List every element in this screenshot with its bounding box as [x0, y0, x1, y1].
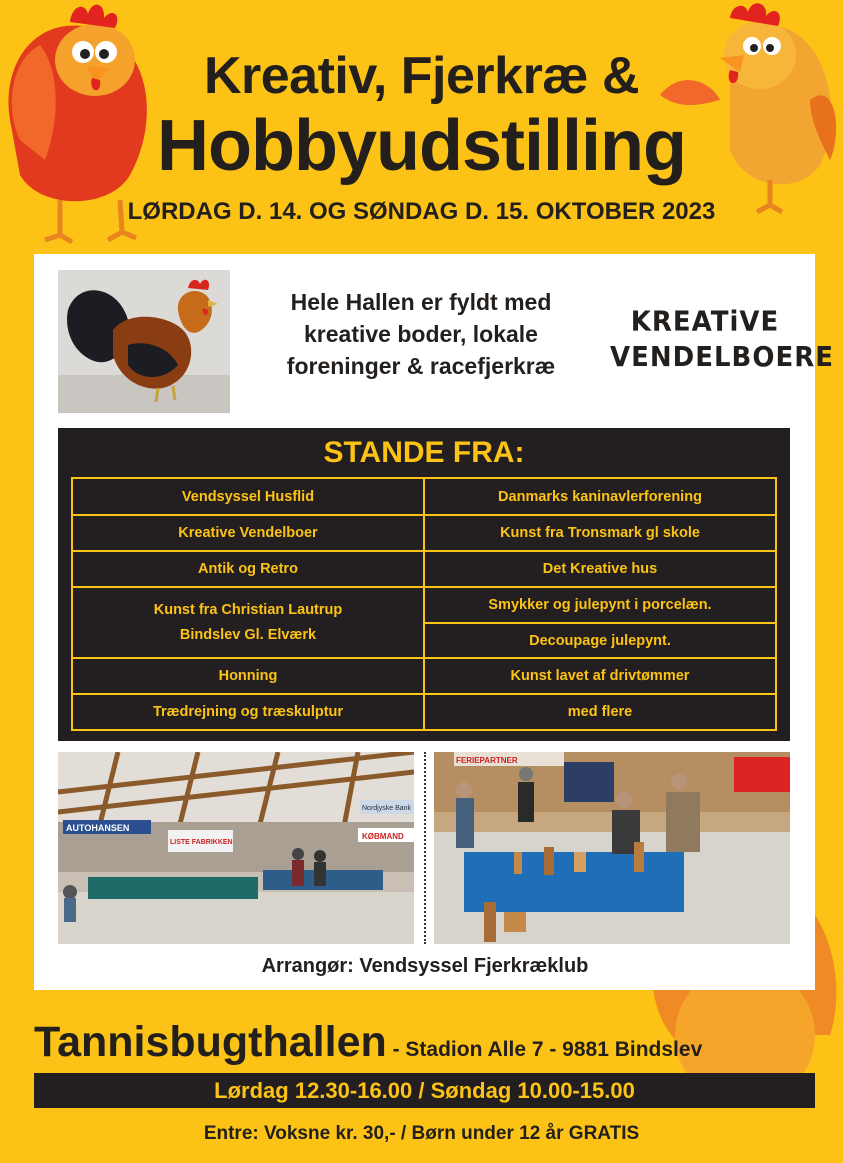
stall-banner: FERIEPARTNER — [456, 756, 518, 765]
logo-line-2: VENDELBOERE — [610, 342, 835, 374]
venue-name: Tannisbugthallen — [34, 1018, 387, 1066]
stand-cell: Honning — [72, 658, 424, 694]
intro-line-2: kreative boder, lokale — [304, 321, 538, 347]
stand-cell: med flere — [424, 694, 776, 730]
kreative-vendelboere-logo — [610, 304, 835, 375]
title-line-1: Kreativ, Fjerkræ & — [203, 47, 640, 105]
venue-address: - Stadion Alle 7 - 9881 Bindslev — [386, 1038, 703, 1061]
intro-line-1: Hele Hallen er fyldt med — [290, 289, 552, 315]
title-line-2: Hobbyudstilling — [157, 106, 686, 186]
stand-cell: Vendsyssel Husflid — [72, 478, 424, 515]
intro-text — [236, 286, 606, 382]
stande-table — [71, 477, 777, 731]
opening-hours: Lørdag 12.30-16.00 / Søndag 10.00-15.00 — [34, 1073, 815, 1108]
stand-cell: Kunst lavet af drivtømmer — [424, 658, 776, 694]
stand-cell: Antik og Retro — [72, 551, 424, 587]
organizer: Arrangør: Vendsyssel Fjerkræklub — [261, 955, 589, 977]
stall-photo — [434, 752, 790, 944]
rooster-photo — [58, 270, 230, 413]
stand-cell: Trædrejning og træskulptur — [72, 694, 424, 730]
hall-sign: AUTOHANSEN — [66, 823, 130, 833]
event-date: LØRDAG D. 14. OG SØNDAG D. 15. OKTOBER 2023 — [127, 198, 716, 225]
photo-divider — [424, 752, 426, 944]
stand-cell: Smykker og julepynt i porcelæn. — [424, 587, 776, 623]
logo-line-1: KREATiVE — [630, 306, 780, 338]
hall-sign: LISTE FABRIKKEN — [170, 839, 233, 846]
venue — [34, 1016, 702, 1076]
hall-sign: KØBMAND — [362, 832, 404, 841]
stand-cell: Decoupage julepynt. — [424, 623, 776, 658]
stand-name: Kunst fra Christian Lautrup — [153, 601, 343, 618]
stand-cell: Kunst fra Tronsmark gl skole — [424, 515, 776, 551]
stand-cell: Det Kreative hus — [424, 551, 776, 587]
stande-title: STANDE FRA: — [323, 436, 525, 469]
entry-price: Entre: Voksne kr. 30,- / Børn under 12 år GRATIS — [203, 1123, 640, 1144]
intro-line-3: foreninger & racefjerkræ — [286, 353, 556, 379]
stand-name: Bindslev Gl. Elværk — [179, 626, 317, 643]
stand-cell-merged — [72, 587, 424, 658]
stand-cell: Kreative Vendelboer — [72, 515, 424, 551]
hall-photo — [58, 752, 414, 944]
stand-cell: Danmarks kaninavlerforening — [424, 478, 776, 515]
hall-sign: Nordjyske Bank — [362, 805, 412, 812]
